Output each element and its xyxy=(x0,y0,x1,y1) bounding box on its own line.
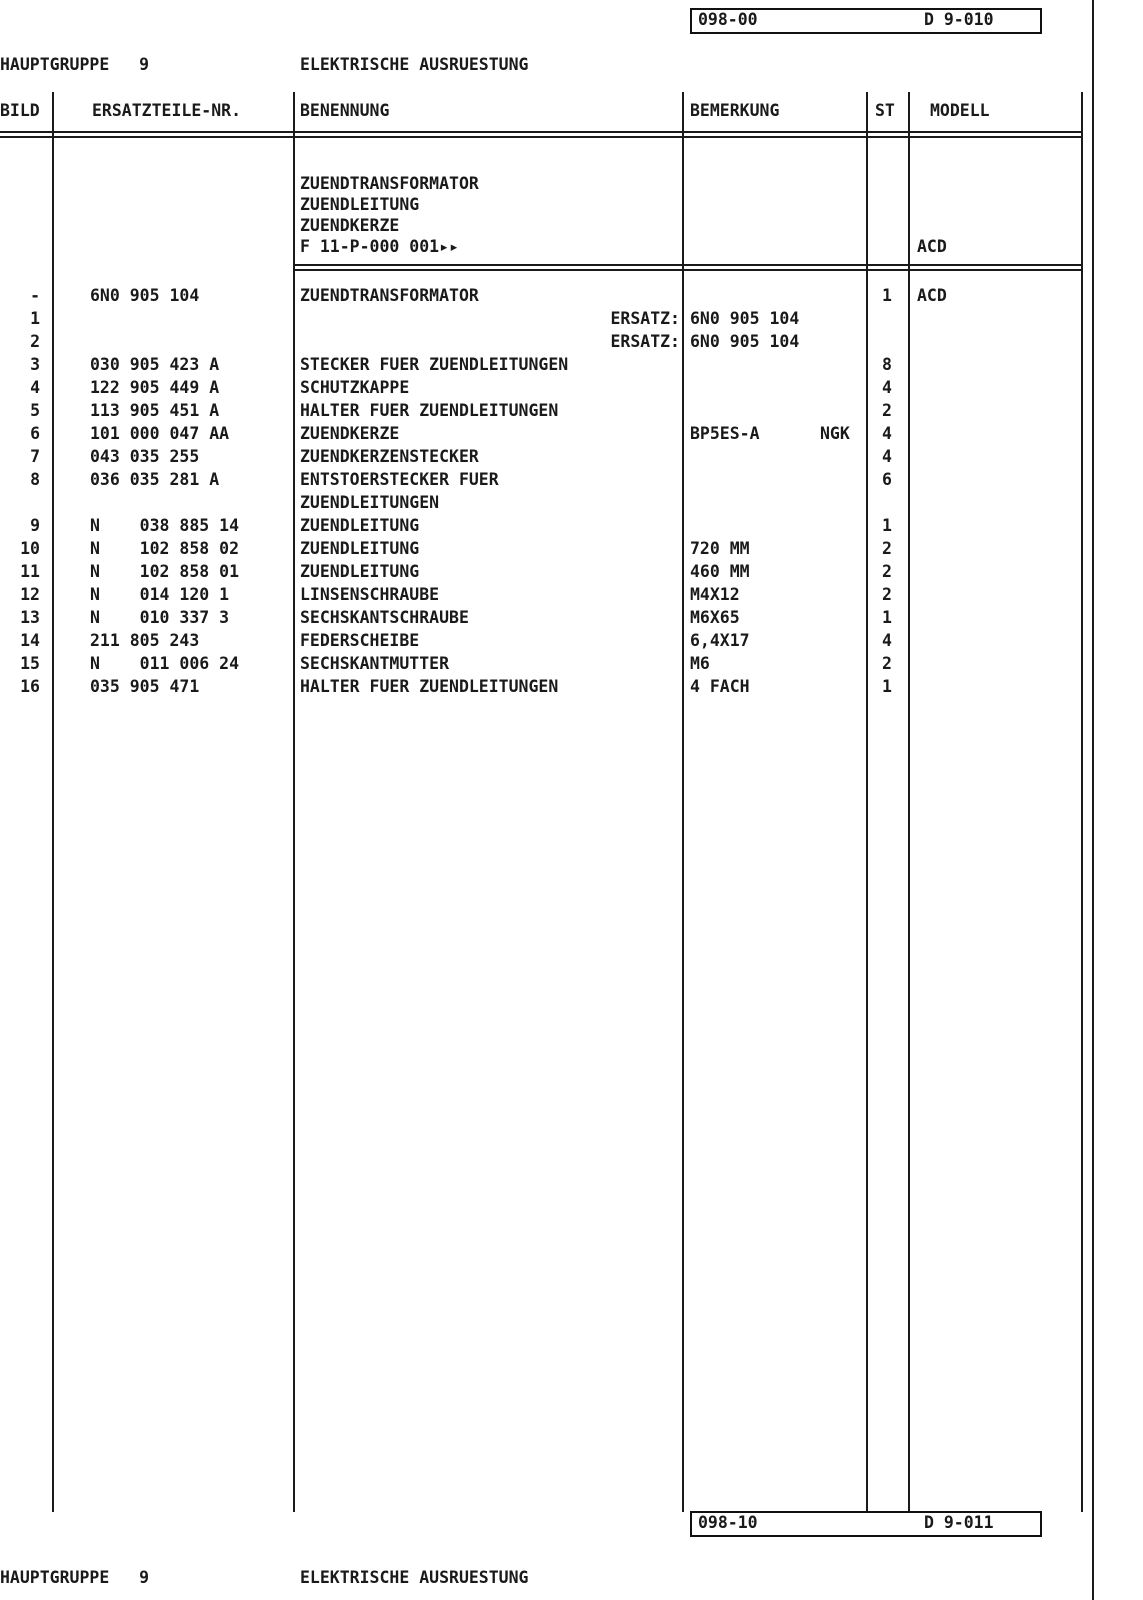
table-row xyxy=(0,608,1100,628)
part-position: 8 xyxy=(30,470,40,489)
part-name: SECHSKANTMUTTER xyxy=(300,654,450,673)
part-quantity: 8 xyxy=(882,355,892,374)
part-remark: M6X65 xyxy=(690,608,740,627)
table-row xyxy=(0,447,1100,467)
part-quantity: 4 xyxy=(882,424,892,443)
column-header-st: ST xyxy=(875,101,895,120)
part-quantity: 2 xyxy=(882,654,892,673)
part-quantity: 2 xyxy=(882,401,892,420)
column-header-benennung: BENENNUNG xyxy=(300,101,390,120)
part-name: HALTER FUER ZUENDLEITUNGEN xyxy=(300,677,559,696)
footer-group-label: HAUPTGRUPPE 9 xyxy=(0,1568,150,1587)
intro-line: F 11-P-000 001▸▸ xyxy=(300,237,459,256)
table-row xyxy=(0,401,1100,421)
table-row xyxy=(0,424,1100,444)
part-remark: M4X12 xyxy=(690,585,740,604)
replacement-label: ERSATZ: xyxy=(610,332,680,351)
part-quantity: 1 xyxy=(882,608,892,627)
part-position: 5 xyxy=(30,401,40,420)
part-number: N 102 858 02 xyxy=(90,539,240,558)
page-ref-top xyxy=(690,8,1042,34)
part-name: ENTSTOERSTECKER FUER xyxy=(300,470,499,489)
part-remark: 6N0 905 104 xyxy=(690,332,800,351)
page-ref-top-right: D 9-010 xyxy=(924,10,994,29)
table-row xyxy=(0,677,1100,697)
part-maker: NGK xyxy=(820,424,850,443)
part-position: - xyxy=(30,286,40,305)
part-number: N 038 885 14 xyxy=(90,516,240,535)
footer-section-title: ELEKTRISCHE AUSRUESTUNG xyxy=(300,1568,529,1587)
table-row xyxy=(0,470,1100,490)
part-name: ZUENDLEITUNG xyxy=(300,562,420,581)
part-position: 16 xyxy=(20,677,40,696)
intro-line: ZUENDLEITUNG xyxy=(300,195,420,214)
table-row xyxy=(0,332,1100,352)
part-name: SCHUTZKAPPE xyxy=(300,378,410,397)
intro-modell: ACD xyxy=(917,237,947,256)
table-row xyxy=(0,654,1100,674)
part-quantity: 2 xyxy=(882,539,892,558)
table-row xyxy=(0,309,1100,329)
part-number: N 102 858 01 xyxy=(90,562,240,581)
part-number: 6N0 905 104 xyxy=(90,286,200,305)
part-number: 113 905 451 A xyxy=(90,401,220,420)
part-quantity: 4 xyxy=(882,378,892,397)
part-position: 10 xyxy=(20,539,40,558)
part-remark: BP5ES-A xyxy=(690,424,760,443)
part-name: ZUENDKERZENSTECKER xyxy=(300,447,479,466)
part-name: SECHSKANTSCHRAUBE xyxy=(300,608,469,627)
page-ref-top-left: 098-00 xyxy=(698,10,758,29)
page-ref-bottom-right: D 9-011 xyxy=(924,1513,994,1532)
part-number: 030 905 423 A xyxy=(90,355,220,374)
page-ref-bottom xyxy=(690,1511,1042,1537)
part-position: 6 xyxy=(30,424,40,443)
part-quantity: 4 xyxy=(882,631,892,650)
column-header-ersatzteile: ERSATZTEILE-NR. xyxy=(92,101,242,120)
part-name: ZUENDLEITUNGEN xyxy=(300,493,440,512)
part-name: STECKER FUER ZUENDLEITUNGEN xyxy=(300,355,569,374)
part-number: 036 035 281 A xyxy=(90,470,220,489)
part-name: ZUENDLEITUNG xyxy=(300,516,420,535)
part-quantity: 6 xyxy=(882,470,892,489)
part-quantity: 4 xyxy=(882,447,892,466)
part-name: ZUENDKERZE xyxy=(300,424,400,443)
part-name: HALTER FUER ZUENDLEITUNGEN xyxy=(300,401,559,420)
part-position: 1 xyxy=(30,309,40,328)
main-group-label: HAUPTGRUPPE 9 xyxy=(0,55,150,74)
part-number: 035 905 471 xyxy=(90,677,200,696)
part-number: N 011 006 24 xyxy=(90,654,240,673)
part-quantity: 2 xyxy=(882,585,892,604)
table-row xyxy=(0,355,1100,375)
table-row xyxy=(0,539,1100,559)
part-number: 101 000 047 AA xyxy=(90,424,230,443)
table-row xyxy=(0,378,1100,398)
part-quantity: 2 xyxy=(882,562,892,581)
part-position: 3 xyxy=(30,355,40,374)
table-row xyxy=(0,562,1100,582)
part-position: 9 xyxy=(30,516,40,535)
replacement-label: ERSATZ: xyxy=(610,309,680,328)
part-quantity: 1 xyxy=(882,516,892,535)
intro-line: ZUENDTRANSFORMATOR xyxy=(300,174,479,193)
part-number: N 010 337 3 xyxy=(90,608,230,627)
section-title: ELEKTRISCHE AUSRUESTUNG xyxy=(300,55,529,74)
part-position: 4 xyxy=(30,378,40,397)
part-position: 2 xyxy=(30,332,40,351)
part-name: FEDERSCHEIBE xyxy=(300,631,420,650)
part-position: 11 xyxy=(20,562,40,581)
intro-divider xyxy=(294,264,1083,271)
page-edge-rule xyxy=(1092,0,1094,1600)
part-position: 7 xyxy=(30,447,40,466)
part-number: N 014 120 1 xyxy=(90,585,230,604)
part-number: 122 905 449 A xyxy=(90,378,220,397)
part-name: LINSENSCHRAUBE xyxy=(300,585,440,604)
column-header-bild: BILD xyxy=(0,101,40,120)
part-remark: 6N0 905 104 xyxy=(690,309,800,328)
part-position: 12 xyxy=(20,585,40,604)
part-remark: 720 MM xyxy=(690,539,750,558)
table-row xyxy=(0,286,1100,306)
part-position: 15 xyxy=(20,654,40,673)
part-number: 211 805 243 xyxy=(90,631,200,650)
part-remark: 460 MM xyxy=(690,562,750,581)
part-position: 14 xyxy=(20,631,40,650)
part-position: 13 xyxy=(20,608,40,627)
part-number: 043 035 255 xyxy=(90,447,200,466)
part-quantity: 1 xyxy=(882,677,892,696)
table-row xyxy=(0,516,1100,536)
column-header-bemerkung: BEMERKUNG xyxy=(690,101,780,120)
part-remark: M6 xyxy=(690,654,710,673)
part-model: ACD xyxy=(917,286,947,305)
table-row xyxy=(0,493,1100,513)
table-row xyxy=(0,631,1100,651)
intro-line: ZUENDKERZE xyxy=(300,216,400,235)
table-row xyxy=(0,585,1100,605)
header-divider xyxy=(0,131,1083,138)
part-remark: 6,4X17 xyxy=(690,631,750,650)
part-name: ZUENDTRANSFORMATOR xyxy=(300,286,479,305)
page-ref-bottom-left: 098-10 xyxy=(698,1513,758,1532)
column-header-modell: MODELL xyxy=(930,101,990,120)
part-quantity: 1 xyxy=(882,286,892,305)
part-name: ZUENDLEITUNG xyxy=(300,539,420,558)
part-remark: 4 FACH xyxy=(690,677,750,696)
